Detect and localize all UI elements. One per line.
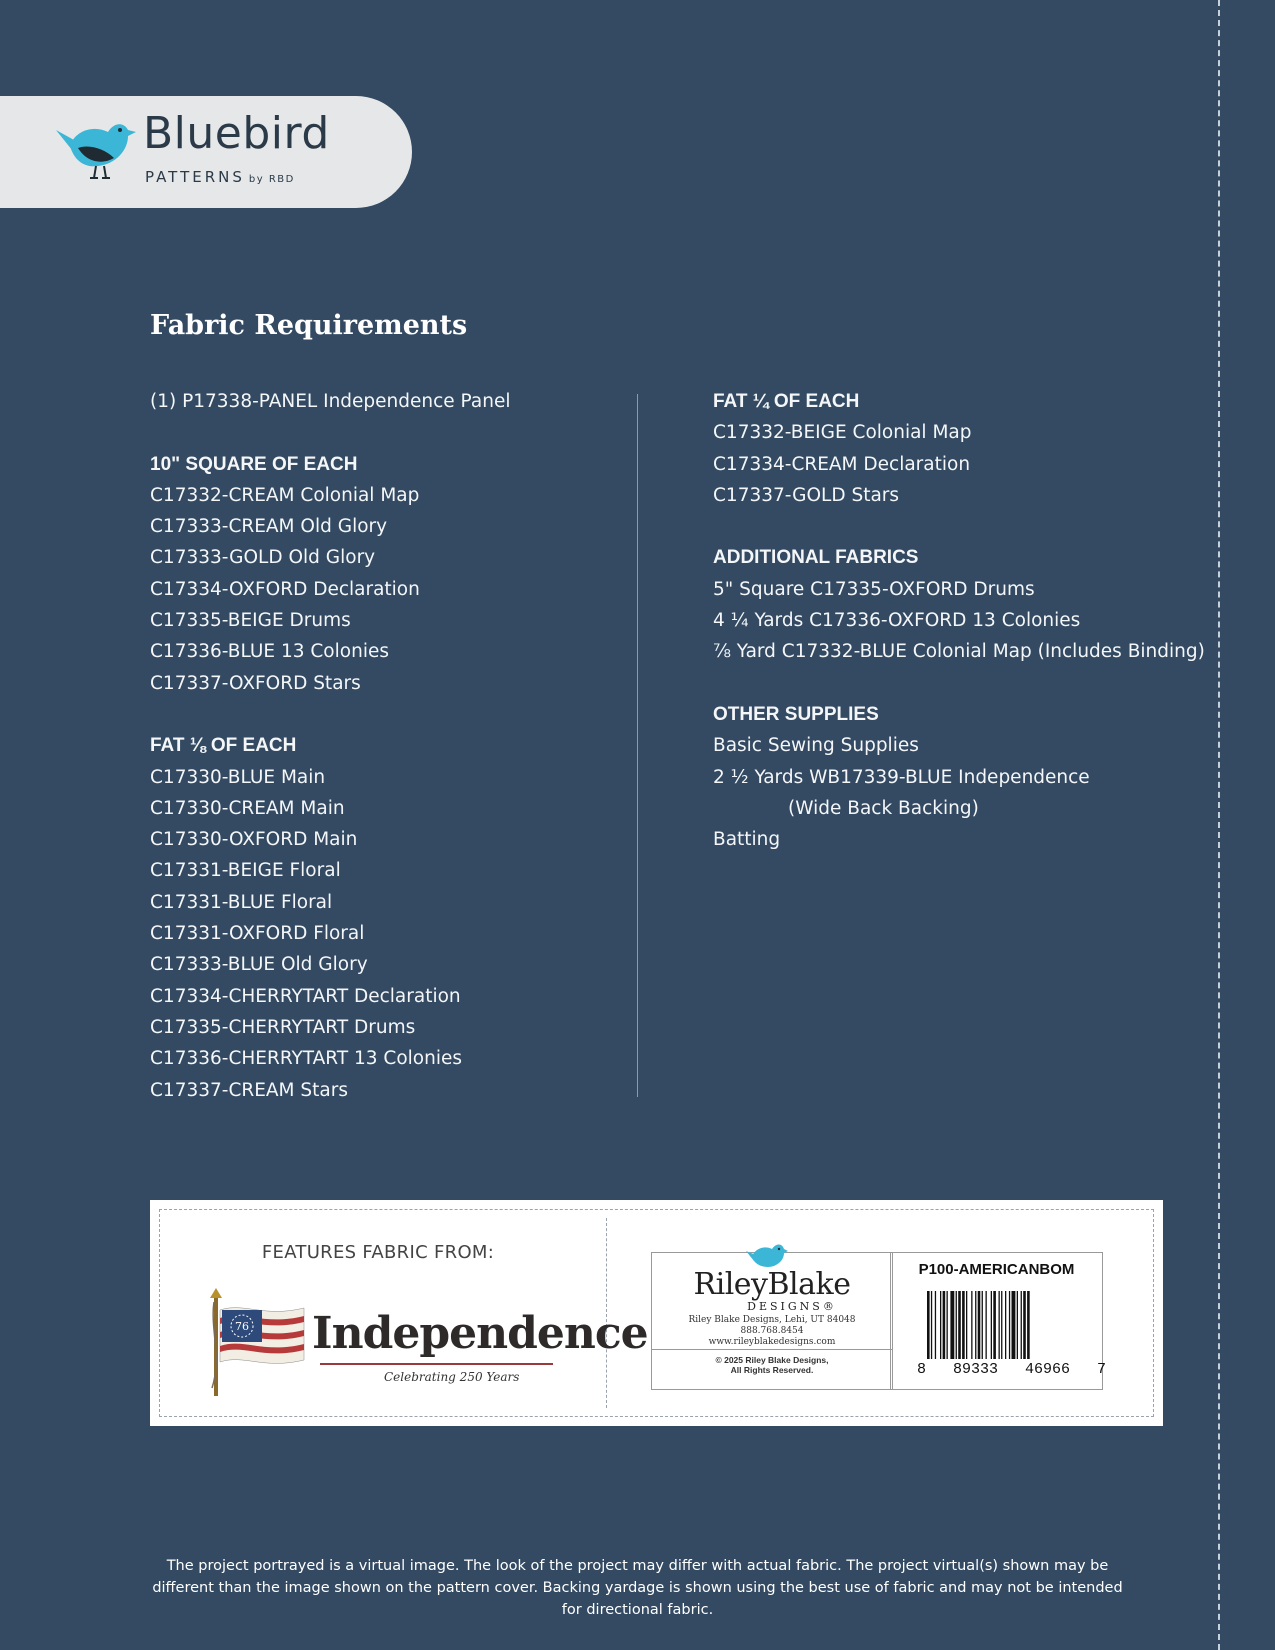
bluebird-icon — [52, 110, 142, 190]
publisher-address: Riley Blake Designs, Lehi, UT 84048 — [688, 1315, 856, 1325]
fabric-item: C17337-GOLD Stars — [713, 484, 900, 506]
barcode-digits: 8 89333 46966 7 — [917, 1361, 1107, 1378]
barcode-bar — [1017, 1291, 1018, 1359]
fabric-item: C17332-BEIGE Colonial Map — [713, 422, 972, 444]
fabric-item: C17335-BEIGE Drums — [150, 610, 351, 632]
spacer — [713, 511, 1253, 542]
barcode-bar — [999, 1291, 1000, 1359]
features-fabric-label: FEATURES FABRIC FROM: — [261, 1242, 495, 1263]
fabric-item: C17330-BLUE Main — [150, 766, 326, 788]
barcode-bar — [947, 1291, 948, 1359]
fabric-item: C17336-BLUE 13 Colonies — [150, 641, 389, 663]
fabric-item: Basic Sewing Supplies — [713, 735, 919, 757]
fabric-item: ⅞ Yard C17332-BLUE Colonial Map (Includes Binding) — [713, 641, 1205, 663]
copyright-line-1: © 2025 Riley Blake Designs, — [715, 1355, 829, 1365]
disclaimer: The project portrayed is a virtual image. The look of the project may differ with actual fabric. The project virtual(s) shown may be different than the image shown on the pattern cover. Backing yardage is shown using the best use of fabric and may not be intended for directional fabric. — [152, 1558, 1123, 1618]
fabric-item: C17333-BLUE Old Glory — [150, 954, 368, 976]
barcode-icon — [927, 1291, 1087, 1363]
publisher-website: www.rileyblakedesigns.com — [708, 1337, 836, 1347]
section-heading: FAT ¼ OF EACH — [713, 391, 860, 412]
page-title: Fabric Requirements — [150, 310, 468, 341]
barcode-bar — [978, 1291, 981, 1359]
spacer — [150, 699, 690, 730]
spacer — [150, 417, 690, 448]
publisher-designs: DESIGNS® — [747, 1300, 837, 1313]
barcode-bar — [1005, 1291, 1006, 1359]
right-fabric-list — [713, 386, 1253, 855]
barcode-bar — [943, 1291, 946, 1359]
fabric-item: C17331-OXFORD Floral — [150, 923, 365, 945]
fabric-item: C17331-BLUE Floral — [150, 891, 333, 913]
barcode-bar — [1023, 1291, 1026, 1359]
publisher-name: RileyBlake — [693, 1267, 851, 1302]
brand-logo-tab — [0, 96, 412, 208]
copyright-line-2: All Rights Reserved. — [730, 1365, 814, 1375]
barcode-bar — [1027, 1291, 1030, 1359]
flag-badge: 76 — [235, 1320, 249, 1333]
column-divider — [637, 394, 638, 1097]
barcode-bar — [940, 1291, 941, 1359]
fabric-item: (Wide Back Backing) — [788, 797, 979, 819]
product-code: P100-AMERICANBOM — [918, 1261, 1075, 1278]
barcode-bar — [927, 1291, 930, 1359]
fabric-item: Batting — [713, 829, 781, 851]
fabric-item: 2 ½ Yards WB17339-BLUE Independence — [713, 766, 1090, 788]
label-card — [150, 1200, 1163, 1426]
section-heading: FAT ⅛ OF EACH — [150, 735, 297, 757]
fabric-item: C17330-OXFORD Main — [150, 829, 358, 851]
fabric-item: C17336-CHERRYTART 13 Colonies — [150, 1048, 462, 1070]
fabric-item: C17334-CREAM Declaration — [713, 453, 971, 475]
barcode-bar — [966, 1291, 967, 1359]
fabric-item: C17333-CREAM Old Glory — [150, 516, 388, 538]
barcode-bar — [991, 1291, 992, 1359]
brand-name: Bluebird — [143, 108, 330, 159]
brand-by: by RBD — [248, 174, 295, 185]
barcode-bar — [950, 1291, 954, 1359]
barcode-bar — [931, 1291, 932, 1359]
fabric-item: C17337-CREAM Stars — [150, 1079, 348, 1101]
fabric-item: C17333-GOLD Old Glory — [150, 547, 376, 569]
fabric-item: (1) P17338-PANEL Independence Panel — [150, 391, 511, 412]
fabric-item: 4 ¼ Yards C17336-OXFORD 13 Colonies — [713, 610, 1081, 632]
fabric-item: C17334-CHERRYTART Declaration — [150, 985, 461, 1007]
barcode-bar — [1012, 1291, 1016, 1359]
barcode-bar — [982, 1291, 983, 1359]
fabric-item: C17330-CREAM Main — [150, 797, 345, 819]
barcode-bar — [956, 1291, 957, 1359]
barcode-bar — [958, 1291, 961, 1359]
left-fabric-list — [150, 386, 690, 1106]
brand-subtitle — [145, 168, 295, 186]
barcode-bar — [962, 1291, 965, 1359]
section-heading: ADDITIONAL FABRICS — [713, 547, 919, 569]
brand-sub-text: PATTERNS — [145, 168, 245, 186]
collection-tagline: Celebrating 250 Years — [384, 1370, 520, 1384]
barcode-bar — [971, 1291, 972, 1359]
barcode-bar — [986, 1291, 987, 1359]
spacer — [713, 668, 1253, 699]
barcode-bar — [1001, 1291, 1002, 1359]
fabric-item: C17334-OXFORD Declaration — [150, 578, 420, 600]
section-heading: OTHER SUPPLIES — [713, 703, 879, 725]
publisher-phone: 888.768.8454 — [740, 1326, 804, 1336]
fabric-item: C17335-CHERRYTART Drums — [150, 1016, 416, 1038]
barcode-bar — [1021, 1291, 1022, 1359]
barcode-bar — [1009, 1291, 1010, 1359]
barcode-bar — [975, 1291, 976, 1359]
barcode-box — [890, 1252, 1107, 1390]
fabric-item: C17331-BEIGE Floral — [150, 860, 341, 882]
barcode-bar — [935, 1291, 936, 1359]
fabric-item: C17337-OXFORD Stars — [150, 672, 361, 694]
fabric-item: 5" Square C17335-OXFORD Drums — [713, 578, 1035, 600]
fabric-item: C17332-CREAM Colonial Map — [150, 484, 420, 506]
publisher-box-divider — [652, 1349, 892, 1350]
collection-rule — [320, 1363, 553, 1365]
barcode-bar — [993, 1291, 996, 1359]
collection-name: Independence — [312, 1308, 648, 1359]
copyright — [652, 1355, 892, 1375]
section-heading: 10" SQUARE OF EACH — [150, 453, 358, 475]
publisher-box — [651, 1252, 893, 1390]
